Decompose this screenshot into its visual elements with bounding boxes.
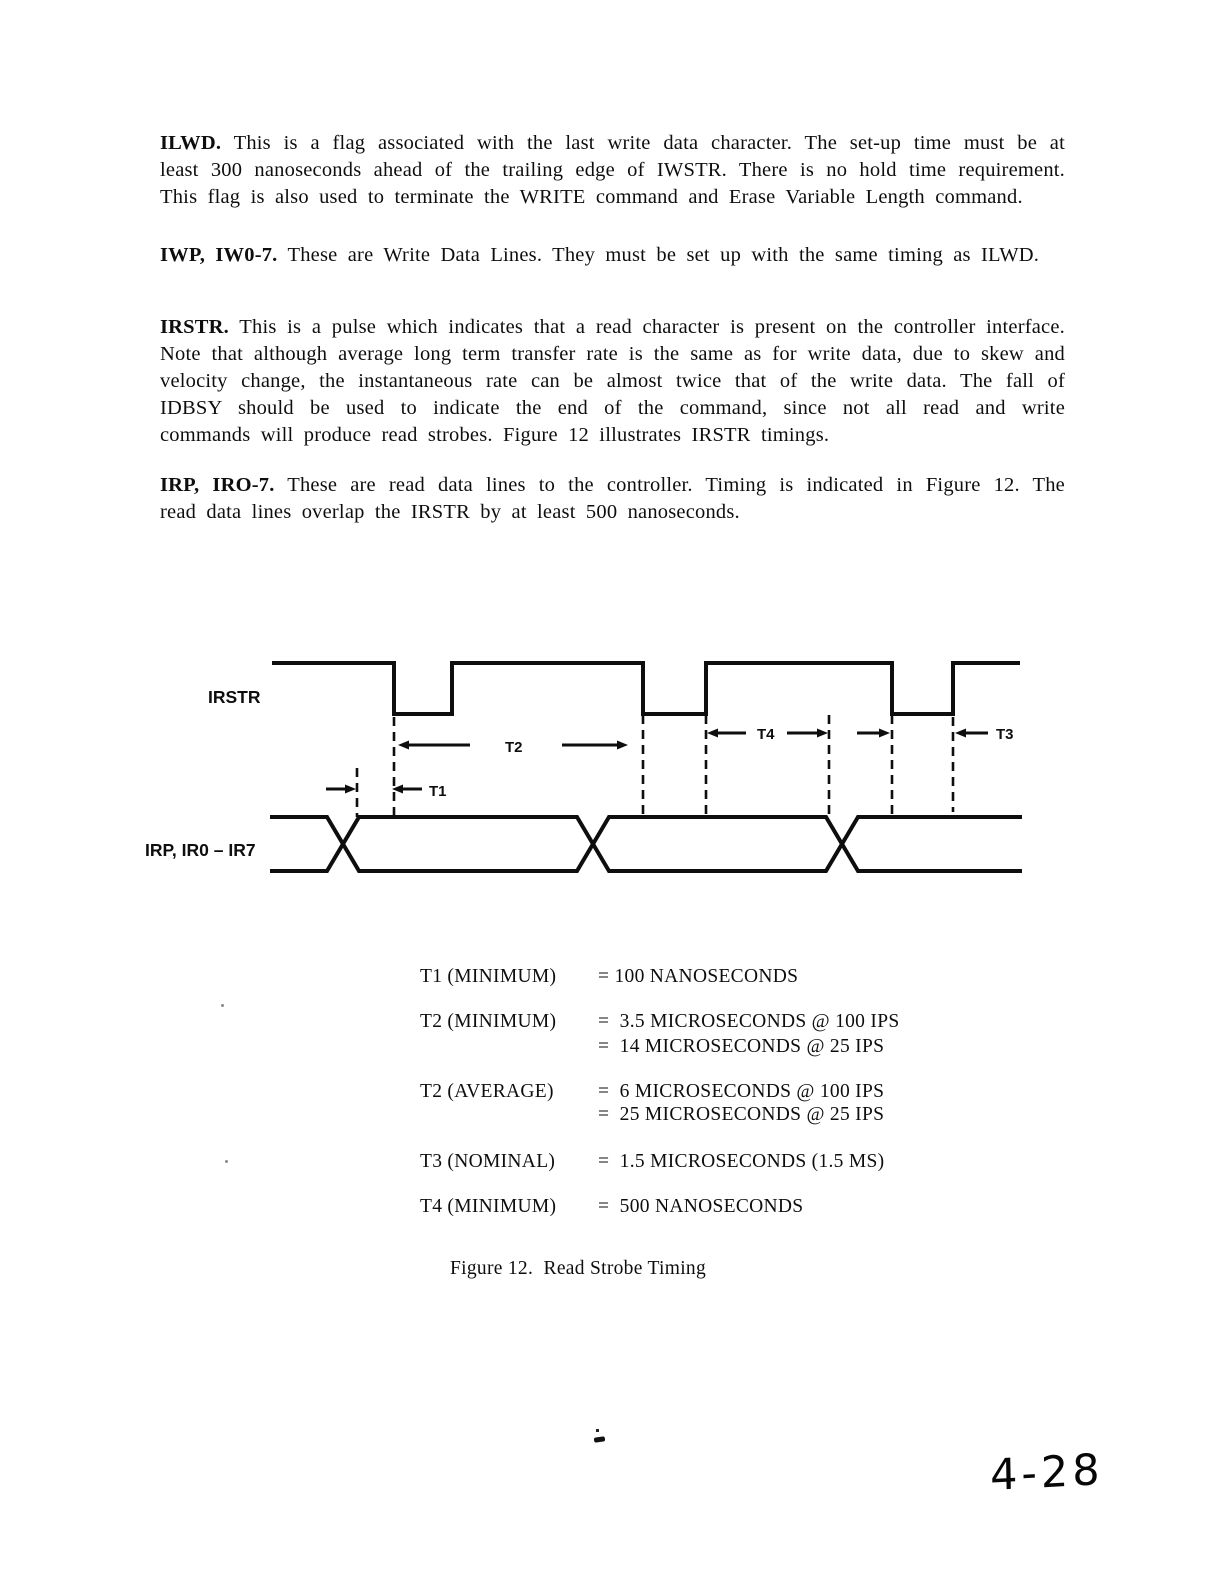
timing-row-value: = 25 MICROSECONDS @ 25 IPS <box>598 1104 885 1125</box>
paragraph-irp <box>160 472 1065 526</box>
paragraph-iwp <box>160 242 1065 269</box>
timing-row-label: T3 (NOMINAL) <box>420 1151 556 1172</box>
t4-label: T4 <box>757 726 775 743</box>
timing-row-t2-avg-2 <box>0 1104 1224 1130</box>
timing-row-value: = 6 MICROSECONDS @ 100 IPS <box>598 1081 885 1102</box>
t3-label: T3 <box>996 726 1014 743</box>
timing-row-t2-min <box>0 1011 1224 1037</box>
paragraph-ilwd-text: This is a flag associated with the last write data character. The set-up time must be at least 300 nanoseconds ahead of the trailing edge of IWSTR. There is no hold time requirement. This flag is also used to terminate the WRITE command and Erase Variable Length command. <box>160 132 1065 208</box>
timing-row-t4 <box>0 1196 1224 1222</box>
scan-speck <box>221 1004 224 1007</box>
irstr-signal-label: IRSTR <box>208 687 261 707</box>
bus-waveform-lower <box>270 817 1022 871</box>
handwritten-page-number: 4-28 <box>989 1445 1104 1501</box>
paragraph-iwp-lead: IWP, IW0-7. <box>160 244 278 266</box>
timing-row-value: = 3.5 MICROSECONDS @ 100 IPS <box>598 1011 900 1032</box>
t1-arrow-left-head <box>345 785 356 794</box>
scan-speck <box>225 1160 228 1163</box>
paragraph-irstr-lead: IRSTR. <box>160 316 229 338</box>
t4-arrow-left-head <box>707 729 718 738</box>
timing-row-label: T2 (AVERAGE) <box>420 1081 554 1102</box>
bus-signal-label: IRP, IR0 – IR7 <box>145 840 256 860</box>
paragraph-irstr <box>160 314 1065 449</box>
paragraph-ilwd-lead: ILWD. <box>160 132 222 154</box>
paragraph-irp-text: These are read data lines to the controller. Timing is indicated in Figure 12. The read data lines overlap the IRSTR by at least 500 nanoseconds. <box>160 474 1065 523</box>
timing-row-value: = 100 NANOSECONDS <box>598 966 799 987</box>
timing-row-t2-min-2 <box>0 1036 1224 1062</box>
ink-smudge <box>594 1436 606 1442</box>
read-strobe-timing-diagram <box>140 640 1080 900</box>
timing-row-value: = 500 NANOSECONDS <box>598 1196 804 1217</box>
t2-label: T2 <box>505 739 523 756</box>
timing-row-value: = 1.5 MICROSECONDS (1.5 MS) <box>598 1151 885 1172</box>
t2-arrow-right-head <box>617 741 628 750</box>
timing-row-label: T2 (MINIMUM) <box>420 1011 557 1032</box>
ink-speck <box>596 1429 599 1432</box>
bus-waveform-upper <box>270 817 1022 871</box>
figure-caption: Figure 12. Read Strobe Timing <box>450 1258 707 1279</box>
timing-row-label: T4 (MINIMUM) <box>420 1196 557 1217</box>
t2-arrow-left-head <box>398 741 409 750</box>
timing-row-value: = 14 MICROSECONDS @ 25 IPS <box>598 1036 885 1057</box>
timing-row-label: T1 (MINIMUM) <box>420 966 557 987</box>
t3-arrow-right-head <box>955 729 966 738</box>
timing-row-t3 <box>0 1151 1224 1177</box>
paragraph-ilwd <box>160 130 1065 211</box>
paragraph-iwp-text: These are Write Data Lines. They must be set up with the same timing as ILWD. <box>287 244 1040 266</box>
t1-label: T1 <box>429 783 447 800</box>
t4-arrow-right-head <box>817 729 828 738</box>
paragraph-irp-lead: IRP, IRO-7. <box>160 474 275 496</box>
irstr-waveform <box>272 663 1020 714</box>
t3-arrow-left-head <box>879 729 890 738</box>
timing-row-t1 <box>0 966 1224 992</box>
paragraph-irstr-text: This is a pulse which indicates that a read character is present on the controller interface. Note that although average long term transfer rate is the same as for write data, due to skew and velocity change, the instantaneous rate can be almost twice that of the write data. The fall of IDBSY should be used to indicate the end of the command, since not all read and write commands will produce read strobes. Figure 12 illustrates IRSTR timings. <box>160 316 1065 446</box>
